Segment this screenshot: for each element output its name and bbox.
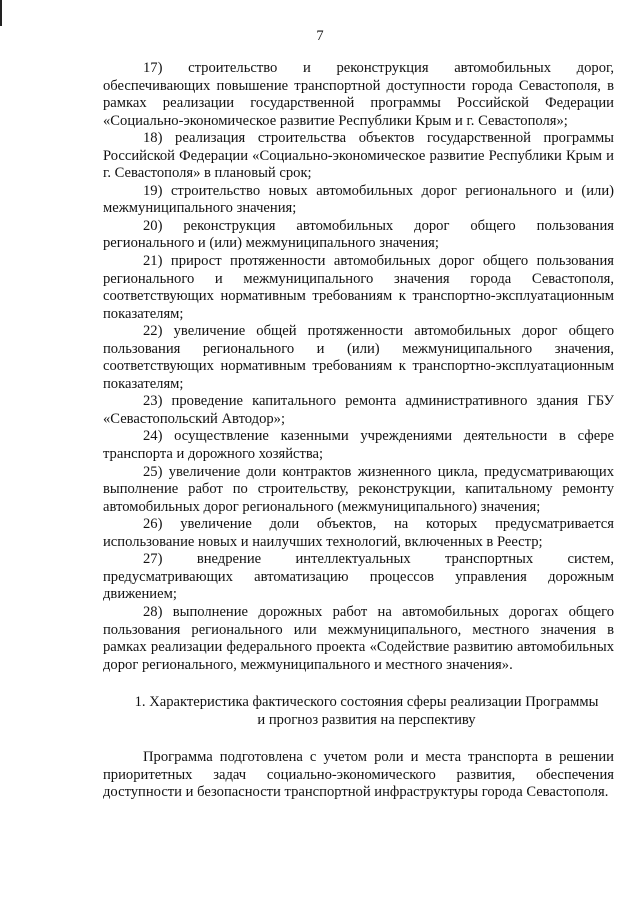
list-item-21: 21) прирост протяженности автомобильных дорог общего пользования регионального и межмуниципального значения города Севастополя, соответствующих нормативным требованиям к транспортно-эксплуатационным показателям; <box>103 253 614 322</box>
section-heading-line-2: и прогноз развития на перспективу <box>257 711 476 728</box>
list-item-20: 20) реконструкция автомобильных дорог общего пользования регионального и (или) межмуниципального значения; <box>103 217 614 252</box>
list-item-18: 18) реализация строительства объектов государственной программы Российской Федерации «Социально-экономическое развитие Республики Крым и г. Севастополя» в плановый срок; <box>103 130 614 182</box>
list-item-27: 27) внедрение интеллектуальных транспортных систем, предусматривающих автоматизацию процессов управления дорожным движением; <box>103 551 614 603</box>
section-heading-line-1: 1. Характеристика фактического состояния сферы реализации Программы <box>134 694 599 711</box>
list-item-24: 24) осуществление казенными учреждениями деятельности в сфере транспорта и дорожного хозяйства; <box>103 428 614 463</box>
list-item-26: 26) увеличение доли объектов, на которых предусматривается использование новых и наилучших технологий, включенных в Реестр; <box>103 516 614 550</box>
list-item-19: 19) строительство новых автомобильных дорог регионального и (или) межмуниципального значения; <box>103 182 614 217</box>
list-item-28: 28) выполнение дорожных работ на автомобильных дорогах общего пользования регионального или межмуниципального, местного значения в рамках реализации федерального проекта «Содействие развитию автомобильных дорог регионального, межмуниципального и местного значения». <box>103 603 614 673</box>
list-item-25: 25) увеличение доли контрактов жизненного цикла, предусматривающих выполнение работ по строительству, реконструкции, капитальному ремонту автомобильных дорог регионального (межмуниципального) значения; <box>103 463 614 515</box>
section-heading <box>103 694 614 729</box>
left-margin-rule <box>0 0 2 26</box>
page-number: 7 <box>316 28 324 44</box>
list-item-23: 23) проведение капитального ремонта административного здания ГБУ «Севастопольский Автодор»; <box>103 393 614 427</box>
list-item-17: 17) строительство и реконструкция автомобильных дорог, обеспечивающих повышение транспортной доступности города Севастополя, в рамках реализации государственной программы Российской Федерации «Социально-экономическое развитие Республики Крым и г. Севастополя»; <box>103 60 614 129</box>
list-item-22: 22) увеличение общей протяженности автомобильных дорог общего пользования регионального и (или) межмуниципального значения, соответствующих нормативным требованиям к транспортно-эксплуатационным показателям; <box>103 323 614 392</box>
closing-paragraph: Программа подготовлена с учетом роли и места транспорта в решении приоритетных задач социально-экономического развития, обеспечения доступности и безопасности транспортной инфраструктуры города Севастополя. <box>103 749 614 801</box>
document-body <box>103 60 614 802</box>
